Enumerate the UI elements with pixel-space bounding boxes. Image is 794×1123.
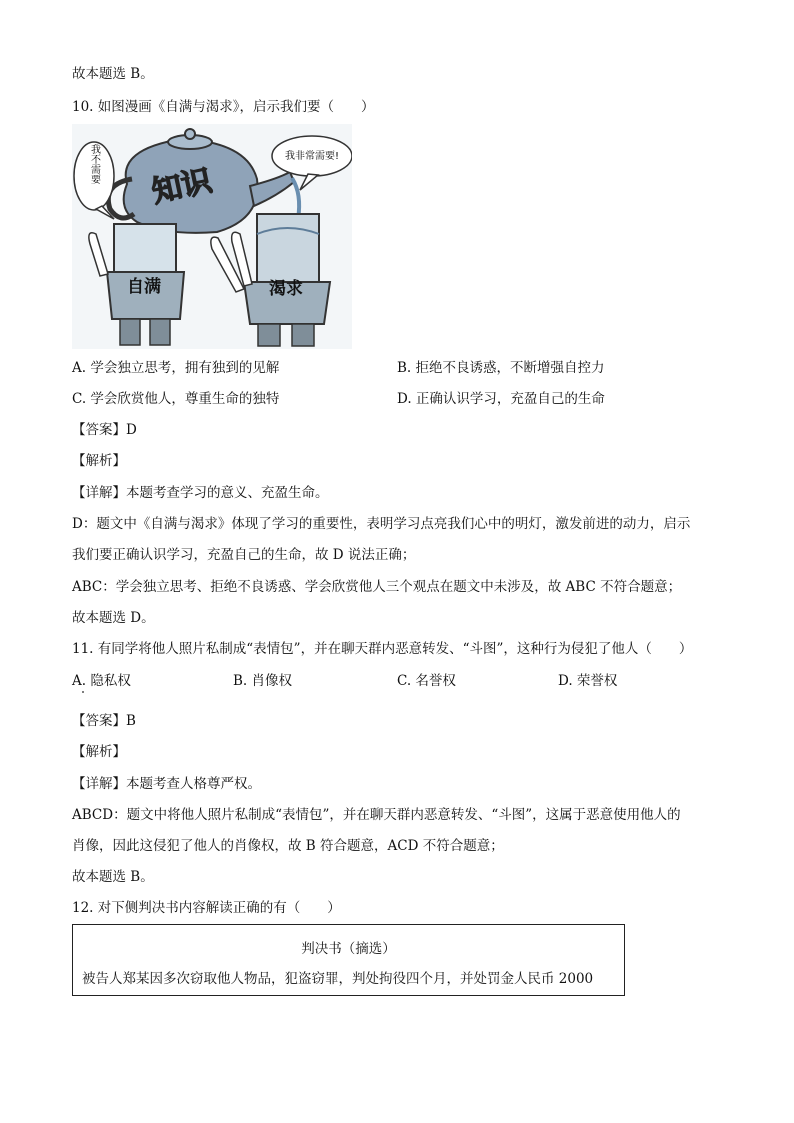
explanation-10-d-line1: D：题文中《自满与渴求》体现了学习的重要性，表明学习点亮我们心中的明灯，激发前进的动力，启示 (72, 516, 691, 532)
answer-conclusion-10: 故本题选 D。 (72, 610, 155, 626)
q11-option-c: C. 名誉权 (397, 673, 456, 689)
explanation-10-abc: ABC：学会独立思考、拒绝不良诱惑、学会欣赏他人三个观点在题文中未涉及，故 ABC 不符合题意； (72, 579, 682, 595)
q10-option-c: C. 学会欣赏他人，尊重生命的独特 (72, 391, 280, 407)
question-11: 11. 有同学将他人照片私制成“表情包”，并在聊天群内恶意转发、“斗图”，这种行为侵犯了他人（ ） (72, 641, 693, 657)
right-bubble-text: 我非常需要! (284, 151, 340, 162)
question-10: 10. 如图漫画《自满与渴求》，启示我们要（ ） (72, 99, 375, 115)
q11-option-d: D. 荣誉权 (558, 673, 618, 689)
q11-option-a: A. 隐私权 (72, 673, 131, 689)
verdict-body: 被告人郑某因多次窃取他人物品，犯盗窃罪，判处拘役四个月，并处罚金人民币 2000 (82, 971, 594, 987)
left-bubble-text: 我不需要 (88, 144, 100, 184)
teapot-label: 知识 (149, 163, 216, 211)
q10-option-a: A. 学会独立思考，拥有独到的见解 (72, 360, 280, 376)
q10-option-d: D. 正确认识学习，充盈自己的生命 (397, 391, 605, 407)
question-12: 12. 对下侧判决书内容解读正确的有（ ） (72, 900, 341, 916)
explanation-11-line1: ABCD：题文中将他人照片私制成“表情包”，并在聊天群内恶意转发、“斗图”，这属于恶意使用他人的 (72, 807, 681, 823)
right-figure-label: 渴求 (269, 279, 303, 299)
comic-image (72, 124, 352, 349)
answer-conclusion-11: 故本题选 B。 (72, 869, 154, 885)
answer-conclusion-9: 故本题选 B。 (72, 66, 154, 82)
explanation-10-d-line2: 我们要正确认识学习，充盈自己的生命，故 D 说法正确； (72, 547, 416, 563)
verdict-title: 判决书（摘选） (301, 941, 396, 957)
q11-option-b: B. 肖像权 (233, 673, 293, 689)
answer-11: 【答案】B (72, 713, 136, 729)
verdict-box (72, 924, 625, 996)
analysis-heading-11: 【解析】 (72, 744, 126, 760)
answer-10: 【答案】D (72, 422, 137, 438)
detail-11: 【详解】本题考查人格尊严权。 (72, 776, 261, 792)
stray-dot (82, 691, 84, 693)
q10-option-b: B. 拒绝不良诱惑，不断增强自控力 (397, 360, 605, 376)
analysis-heading-10: 【解析】 (72, 453, 126, 469)
explanation-11-line2: 肖像，因此这侵犯了他人的肖像权，故 B 符合题意，ACD 不符合题意； (72, 838, 504, 854)
detail-10: 【详解】本题考查学习的意义、充盈生命。 (72, 485, 329, 501)
left-figure-label: 自满 (127, 277, 161, 297)
